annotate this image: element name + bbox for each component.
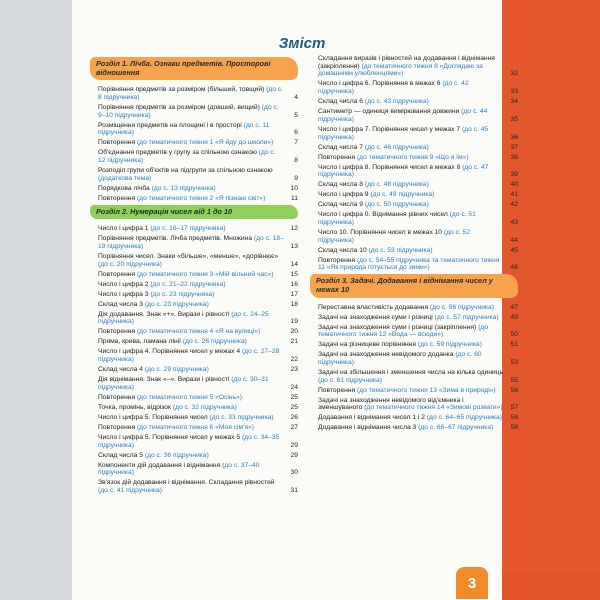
- toc-entry: [98, 366, 298, 374]
- toc-entry-page: 14: [290, 260, 298, 268]
- toc-entry-title: Число і цифра 5. Порівняння чисел: [98, 413, 208, 421]
- toc-entry: [318, 369, 518, 384]
- toc-entry-page: 23: [290, 366, 298, 374]
- toc-entry: [318, 229, 518, 244]
- toc-entry-reference: (до тематичного тижня 14 «Зимові розваги»): [364, 404, 503, 412]
- toc-entry-title: Розміщення предметів на площині і в просторі: [98, 121, 242, 129]
- toc-entry-reference: (до с. 18–19 підручника): [98, 235, 284, 250]
- toc-entry-page: 12: [290, 225, 298, 233]
- toc-entry-title: Компоненти дій додавання і віднімання: [98, 461, 221, 469]
- toc-entry: [98, 328, 298, 336]
- toc-entry: [318, 424, 518, 432]
- toc-entry-title: Порядкова лічба: [98, 184, 150, 192]
- toc-entry-title: Склад числа 4: [98, 366, 143, 374]
- toc-entry: [98, 404, 298, 412]
- toc-entry-reference: (до с. 52 підручника): [318, 228, 471, 244]
- toc-entry-reference: (до с. 13 підручника): [151, 184, 216, 192]
- toc-entry-reference: (до тематичного тижня 4 «Я на вулиці»): [136, 328, 261, 336]
- toc-entry: [318, 154, 518, 162]
- toc-entry-page: 47: [510, 303, 518, 311]
- toc-entry-title: Склад числа 10: [318, 246, 367, 254]
- toc-entry-reference: (до с. 37–40 підручника): [98, 461, 260, 477]
- toc-entry-reference: (до тематичного тижня 5 «Осінь»): [136, 393, 242, 401]
- toc-entry-reference: (до с. 46 підручника): [364, 143, 429, 151]
- toc-entry-title: Повторення: [98, 194, 136, 202]
- toc-entry: [318, 211, 518, 226]
- toc-entry-page: 32: [510, 70, 518, 78]
- toc-entry-page: 25: [290, 393, 298, 401]
- toc-entry-title: Точка, промінь, відрізок: [98, 403, 171, 411]
- toc-entry-title: Задачі на знаходження невідомого від'ємника і зменшуваного: [318, 396, 464, 412]
- toc-entry-reference: (до с. 20 підручника): [98, 260, 162, 268]
- toc-entry: [318, 247, 518, 255]
- toc-entry: [98, 139, 298, 147]
- toc-entry: [98, 195, 298, 203]
- toc-entry-page: 17: [290, 290, 298, 298]
- toc-entry: [98, 394, 298, 402]
- toc-entry-reference: (до тематичного тижня 2 «Я пізнаю світ»): [136, 194, 266, 202]
- toc-entry-page: 41: [510, 191, 518, 199]
- toc-entry-reference: (до с. 56 підручника): [429, 303, 494, 311]
- toc-entry-reference: (до с. 51 підручника): [318, 211, 476, 226]
- toc-entry-reference: (до с. 29 підручника): [144, 366, 209, 374]
- toc-entry-page: 42: [510, 201, 518, 209]
- toc-entry: [318, 341, 518, 349]
- toc-entry-reference: (до тематичного тижня 9 «Що я їм»): [356, 153, 469, 161]
- toc-entry-page: 39: [510, 171, 518, 179]
- toc-entry: [318, 324, 518, 339]
- toc-entry: [318, 164, 518, 179]
- toc-entry-reference: (до с. 32 підручника): [172, 403, 237, 411]
- toc-entry-page: 36: [510, 133, 518, 141]
- toc-entry-reference: (до с. 26 підручника): [182, 338, 247, 346]
- toc-entry: [318, 387, 518, 395]
- toc-entry-reference: (до с. 48 підручника): [364, 181, 429, 189]
- toc-entry-page: 10: [290, 184, 298, 192]
- toc-entry-page: 8: [294, 157, 298, 164]
- toc-entry: [98, 253, 298, 268]
- toc-entry-title: Склад числа 7: [318, 143, 363, 151]
- toc-entry-page: 7: [294, 139, 298, 147]
- toc-entry-page: 35: [510, 115, 518, 123]
- toc-entry: [98, 376, 298, 391]
- toc-entry-page: 40: [510, 181, 518, 189]
- toc-entry-reference: (до с. 53 підручника): [368, 246, 433, 254]
- toc-entry-reference: (до с. 11 підручника): [98, 121, 270, 137]
- toc-entry-reference: (до с. 16–17 підручника): [150, 225, 226, 233]
- toc-entry: [318, 108, 518, 123]
- toc-entry: [98, 462, 298, 477]
- toc-entry-reference: (до с. 27–28 підручника): [98, 348, 280, 364]
- page-edge-bottom: [502, 572, 600, 600]
- toc-entry-title: Порівняння предметів за розміром (більший, товщий): [98, 86, 265, 94]
- toc-entry-title: Повторення: [318, 153, 356, 161]
- toc-entry-reference: (до тематичного тижня 13 «Зима в природі»): [356, 386, 496, 394]
- toc-entry-reference: (до с. 44 підручника): [318, 108, 488, 123]
- toc-entry-page: 5: [294, 111, 298, 119]
- toc-entry-title: Число і цифра 9: [318, 191, 369, 199]
- toc-entry-page: 45: [510, 246, 518, 254]
- toc-entry-title: Повторення: [98, 270, 136, 278]
- toc-entry-page: 57: [510, 404, 518, 412]
- toc-entry-reference: (до с. 50 підручника): [364, 201, 429, 209]
- toc-entry: [318, 351, 518, 366]
- toc-entry-title: Число 10. Порівняння чисел в межах 10: [318, 228, 443, 236]
- toc-entry-reference: (до с. 21–22 підручника): [150, 280, 226, 288]
- toc-entry-title: Склад числа 9: [318, 201, 363, 209]
- toc-entry-title: Дія додавання. Знак «+». Вирази і рівності: [98, 310, 230, 318]
- toc-entry: [318, 304, 518, 312]
- toc-entry-reference: (до тематичного тижня 1 «Я йду до школи»): [136, 139, 274, 147]
- toc-entry-title: Порівняння предметів за розміром (довший, вищий): [98, 103, 260, 111]
- toc-entry-page: 46: [510, 264, 518, 272]
- toc-entry-title: Число і цифра 4. Порівняння чисел у межах 4: [98, 348, 241, 356]
- toc-entry-page: 15: [290, 270, 298, 278]
- toc-entry-title: Склад числа 5: [98, 451, 143, 459]
- toc-entry: [98, 414, 298, 422]
- toc-entry-title: Повторення: [98, 139, 136, 147]
- toc-entry-title: Повторення: [318, 256, 356, 264]
- toc-entry-page: 33: [510, 88, 518, 96]
- toc-entry: [98, 424, 298, 432]
- toc-entry-page: 31: [290, 486, 298, 494]
- toc-entry-page: 49: [510, 313, 518, 321]
- toc-entry: [98, 104, 298, 119]
- toc-right-column: [310, 55, 518, 434]
- toc-entry-title: Число і цифра 7. Порівняння чисел у межах 7: [318, 125, 461, 133]
- toc-entry-page: 18: [290, 300, 298, 308]
- toc-entry-title: Додавання і віднімання числа 3: [318, 424, 417, 432]
- toc-entry-reference: (до с. 23 підручника): [144, 300, 209, 308]
- toc-entry-title: Задачі на знаходження суми і різниці: [318, 313, 433, 321]
- toc-entry-page: 11: [291, 194, 298, 202]
- toc-entry: [98, 311, 298, 326]
- toc-entry: [318, 314, 518, 322]
- toc-entry: [98, 122, 298, 137]
- toc-entry-reference: (до тематичного тижня 3 «Мій вільний час»): [136, 270, 274, 278]
- toc-entry: [98, 338, 298, 346]
- toc-entry-reference: (до с. 59 підручника): [417, 341, 482, 349]
- toc-entry-page: 58: [510, 414, 518, 422]
- toc-entry-title: Об'єднання предметів у групу за спільною ознакою: [98, 149, 257, 157]
- toc-entry-page: 56: [510, 386, 518, 394]
- toc-entry-reference: (до с. 42 підручника): [318, 80, 469, 96]
- toc-entry-page: 16: [290, 280, 298, 288]
- toc-entry-reference: (до тематичного тижня 6 «Моя сім'я»): [136, 423, 254, 431]
- toc-entry-reference: (до с. 45 підручника): [318, 125, 489, 141]
- toc-entry-reference: (до с. 43 підручника): [364, 98, 429, 106]
- page-title: Зміст: [278, 35, 326, 52]
- toc-entry: [98, 479, 298, 494]
- toc-entry-reference: (до с. 36 підручника): [144, 451, 209, 459]
- toc-entry-reference: (до с. 8 підручника): [98, 86, 284, 101]
- toc-entry: [318, 144, 518, 152]
- toc-entry-reference: (до с. 47 підручника): [318, 163, 489, 179]
- toc-entry-page: 4: [294, 93, 298, 101]
- toc-entry-title: Число і цифра 5. Порівняння чисел у межах 5: [98, 433, 241, 441]
- toc-entry: [318, 98, 518, 106]
- section-heading: Розділ 2. Нумерація чисел від 1 до 10: [90, 205, 298, 220]
- toc-entry: [98, 167, 298, 182]
- toc-entry: [318, 80, 518, 95]
- toc-entry-title: Число і цифра 8. Порівняння чисел в межах 8: [318, 163, 461, 171]
- toc-entry-reference: (до с. 34–35 підручника): [98, 433, 280, 449]
- toc-entry: [98, 434, 298, 449]
- toc-entry: [98, 348, 298, 363]
- toc-entry: [98, 235, 298, 250]
- toc-entry-title: Зв'язок дій додавання і віднімання. Складання рівностей: [98, 479, 275, 487]
- toc-entry-reference: (додаткова тема): [98, 174, 152, 182]
- toc-entry-page: 44: [510, 236, 518, 244]
- toc-entry-title: Повторення: [318, 386, 356, 394]
- toc-entry-page: 24: [290, 383, 298, 391]
- toc-entry: [318, 126, 518, 141]
- toc-entry-reference: (до с. 57 підручника): [434, 313, 499, 321]
- toc-entry-page: 38: [510, 153, 518, 161]
- toc-entry: [318, 397, 518, 412]
- toc-left-column: [90, 55, 298, 497]
- toc-entry-reference: (до с. 12 підручника): [98, 149, 276, 164]
- toc-entry-page: 43: [510, 218, 518, 226]
- toc-entry-page: 53: [510, 358, 518, 366]
- toc-entry-reference: (до с. 24–25 підручника): [98, 310, 269, 326]
- toc-entry-page: 50: [510, 331, 518, 339]
- toc-entry: [98, 86, 298, 101]
- toc-entry-title: Число і цифра 3: [98, 290, 149, 298]
- toc-entry-title: Задачі на знаходження суми і різниці (закріплення): [318, 323, 477, 331]
- toc-entry: [98, 225, 298, 233]
- toc-entry-title: Число і цифра 6. Порівняння в межах 6: [318, 80, 441, 88]
- toc-entry-reference: (до с. 66–67 підручника): [418, 424, 494, 432]
- toc-entry-page: 29: [290, 441, 298, 449]
- toc-entry-page: 55: [510, 376, 518, 384]
- toc-entry-page: 13: [290, 243, 298, 250]
- toc-entry-reference: (до тематичного тижня 8 «Доглядаю за домашніми улюбленцями»): [318, 62, 483, 78]
- toc-entry-page: 51: [510, 341, 518, 349]
- toc-entry-title: Повторення: [98, 328, 136, 336]
- toc-entry: [98, 149, 298, 164]
- toc-entry-page: 21: [290, 338, 298, 346]
- toc-entry-reference: (до с. 60 підручника): [318, 351, 482, 366]
- toc-entry-page: 29: [290, 451, 298, 459]
- toc-entry-title: Задачі на знаходження невідомого доданка: [318, 351, 454, 359]
- toc-entry: [318, 257, 518, 272]
- toc-entry-reference: (до с. 33 підручника): [209, 413, 274, 421]
- toc-entry-title: Розподіл групи об'єктів на підгрупи за спільною ознакою: [98, 167, 273, 174]
- toc-entry: [318, 201, 518, 209]
- toc-entry-reference: (до с. 49 підручника): [370, 191, 435, 199]
- toc-entry-page: 34: [510, 98, 518, 106]
- toc-entry-title: Число і цифра 2: [98, 280, 149, 288]
- toc-entry-reference: (до с. 30–31 підручника): [98, 376, 269, 391]
- toc-entry-page: 9: [294, 174, 298, 182]
- toc-entry-title: Пряма, крива, ламана лінії: [98, 338, 182, 346]
- toc-entry-page: 30: [290, 469, 298, 477]
- toc-entry-reference: (до с. 41 підручника): [98, 486, 162, 494]
- toc-entry-page: 25: [290, 403, 298, 411]
- toc-entry-title: Складання виразів і рівностей на додавання і віднімання (закріплення): [318, 55, 495, 70]
- toc-entry-title: Склад числа 6: [318, 98, 363, 106]
- toc-entry-reference: (до с. 64–65 підручника): [426, 414, 502, 422]
- toc-entry-title: Переставна властивість додавання: [318, 303, 429, 311]
- toc-entry: [98, 452, 298, 460]
- toc-entry-page: 20: [290, 328, 298, 336]
- toc-entry-page: 6: [294, 129, 298, 137]
- toc-entry-title: Число і цифра 1: [98, 225, 149, 233]
- toc-entry-title: Додавання і віднімання чисел 1 і 2: [318, 414, 425, 422]
- toc-entry-page: 37: [510, 143, 518, 151]
- toc-entry-title: Порівняння предметів. Лічба предметів. Множина: [98, 235, 253, 243]
- toc-entry-page: 22: [290, 356, 298, 364]
- toc-entry-page: 27: [290, 423, 298, 431]
- toc-entry-title: Задачі на різницеве порівняння: [318, 341, 416, 349]
- toc-entry-page: 26: [290, 413, 298, 421]
- toc-entry-title: Повторення: [98, 393, 136, 401]
- toc-entry-reference: (до тематичного тижня 12 «Вода — всюди»): [318, 323, 488, 339]
- toc-entry-title: Склад числа 8: [318, 181, 363, 189]
- toc-entry-reference: (до с. 54–55 підручника та тематичного тижня 11 «Як природа готується до зими»): [318, 256, 500, 272]
- toc-entry-title: Сантиметр — одиниця вимірювання довжини: [318, 108, 460, 116]
- toc-entry-reference: (до с. 9–10 підручника): [98, 103, 279, 119]
- toc-entry: [98, 271, 298, 279]
- toc-entry: [318, 191, 518, 199]
- toc-entry-title: Число і цифра 0. Віднімання рівних чисел: [318, 211, 448, 219]
- toc-entry: [98, 301, 298, 309]
- toc-entry: [318, 55, 518, 78]
- toc-entry-reference: (до с. 23 підручника): [150, 290, 215, 298]
- toc-entry-title: Порівняння чисел. Знаки «більше», «менше», «дорівнює»: [98, 253, 279, 260]
- toc-entry: [98, 185, 298, 193]
- page-number: 3: [456, 567, 488, 599]
- section-heading: Розділ 1. Лічба. Ознаки предметів. Просторові відношення: [90, 57, 298, 80]
- toc-entry-title: Дія віднімання. Знак «–». Вирази і рівності: [98, 376, 230, 384]
- toc-entry-title: Склад числа 3: [98, 300, 143, 308]
- toc-entry: [98, 291, 298, 299]
- toc-entry: [98, 281, 298, 289]
- toc-entry: [318, 414, 518, 422]
- toc-entry-reference: (до с. 61 підручника): [318, 376, 382, 384]
- toc-entry-title: Повторення: [98, 423, 136, 431]
- section-heading: Розділ 3. Задачі. Додавання і віднімання чисел у межах 10: [310, 274, 518, 297]
- toc-entry: [318, 181, 518, 189]
- toc-entry-title: Задачі на збільшення і зменшення числа на кілька одиниць: [318, 368, 504, 376]
- toc-entry-page: 58: [510, 424, 518, 432]
- toc-entry-page: 19: [290, 318, 298, 326]
